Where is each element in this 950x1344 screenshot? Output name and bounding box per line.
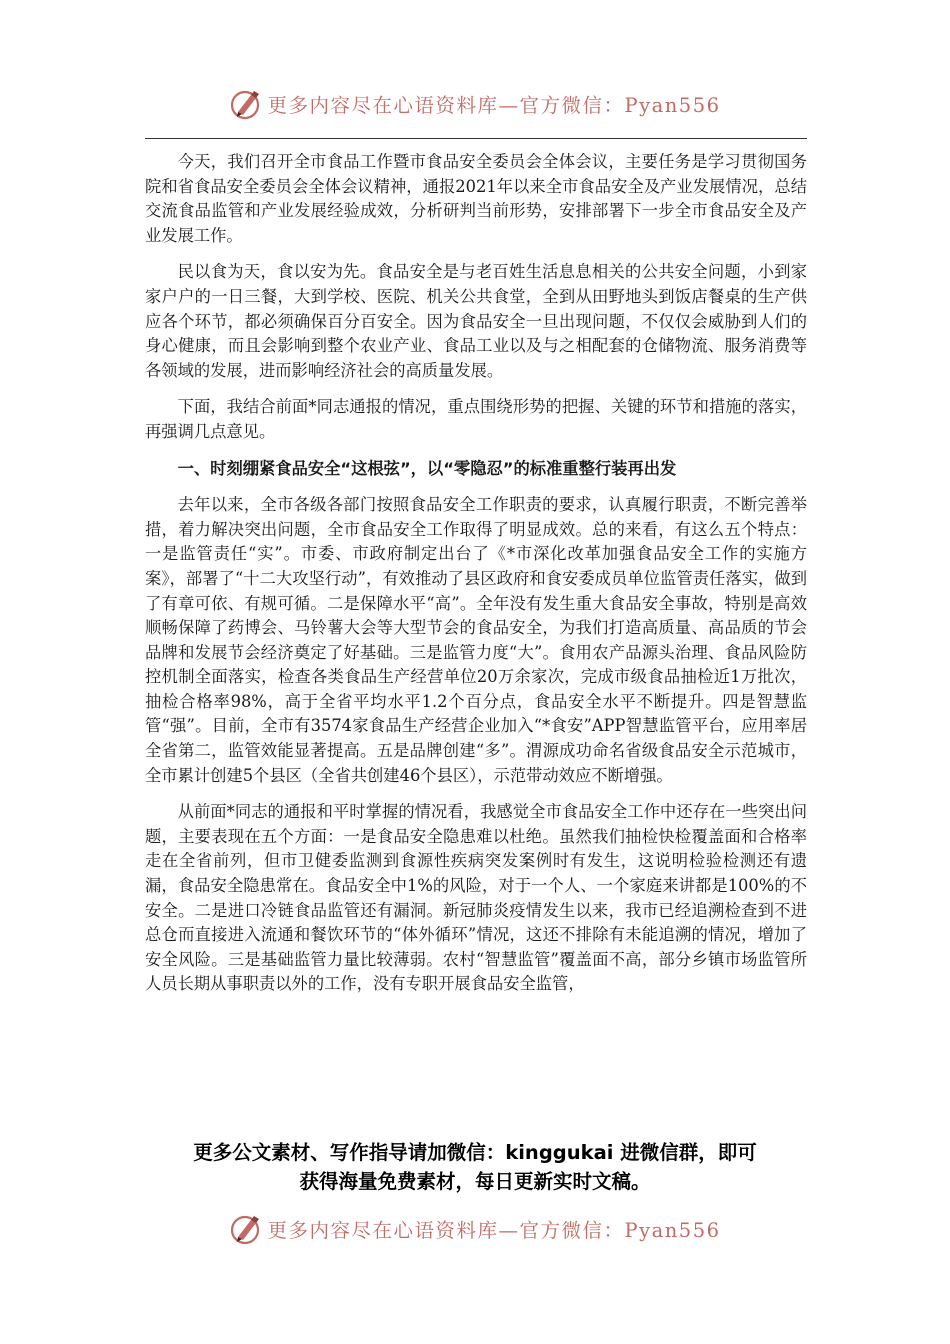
- footer-brand: [0, 1207, 950, 1251]
- pen-circle-icon: [229, 87, 263, 121]
- paragraph-transition: 下面，我结合前面*同志通报的情况，重点围绕形势的把握、关键的环节和措施的落实，再强调几点意见。: [145, 397, 807, 441]
- section-heading: 一、时刻绷紧食品安全“这根弦”，以“零隐忍”的标准重整行装再出发: [177, 458, 677, 478]
- header-divider: [145, 138, 807, 139]
- paragraph-food-safety: 民以食为天，食以安为先。食品安全是与老百姓生活息息相关的公共安全问题，小到家家户户的一日三餐，大到学校、医院、机关公共食堂，全到从田野地头到饭店餐桌的生产供应各个环节，都必须确保百分百安全。因为食品安全一旦出现问题，不仅仅会威胁到人们的身心健康，而且会影响到整个农业产业、食品工业以及与之相配套的仓储物流、服务消费等各领域的发展，进而影响经济社会的高质量发展。: [145, 262, 807, 380]
- header-brand-text: 更多内容尽在心语资料库—官方微信：Pyan556: [267, 94, 721, 117]
- promo-line-1: 更多公文素材、写作指导请加微信：kinggukai 进微信群，即可: [193, 1141, 757, 1164]
- document-body: [145, 150, 807, 1009]
- pen-circle-icon: [229, 1212, 263, 1246]
- paragraph-problems: 从前面*同志的通报和平时掌握的情况看，我感觉全市食品安全工作中还存在一些突出问题，主要表现在五个方面：一是食品安全隐患难以杜绝。虽然我们抽检快检覆盖面和合格率走在全省前列，但市卫健委监测到食源性疾病突发案例时有发生，这说明检验检测还有遗漏，食品安全隐患常在。食品安全中1%的风险，对于一个人、一个家庭来讲都是100%的不安全。二是进口冷链食品监管还有漏洞。新冠肺炎疫情发生以来，我市已经追溯检查到不进总仓而直接进入流通和餐饮环节的“体外循环”情况，这还不排除有未能追溯的情况，增加了安全风险。三是基础监管力量比较薄弱。农村“智慧监管”覆盖面不高，部分乡镇市场监管所人员长期从事职责以外的工作，没有专职开展食品安全监管，: [145, 802, 807, 994]
- paragraph-achievements: 去年以来，全市各级各部门按照食品安全工作职责的要求，认真履行职责，不断完善举措，着力解决突出问题，全市食品安全工作取得了明显成效。总的来看，有这么五个特点：一是监管责任“实”。市委、市政府制定出台了《*市深化改革加强食品安全工作的实施方案》，部署了“十二大攻坚行动”，有效推动了县区政府和食安委成员单位监管责任落实，做到了有章可依、有规可循。二是保障水平“高”。全年没有发生重大食品安全事故，特别是高效顺畅保障了药博会、马铃薯大会等大型节会的食品安全，为我们打造高质量、高品质的节会品牌和发展节会经济奠定了好基础。三是监管力度“大”。食用农产品源头治理、食品风险防控机制全面落实，检查各类食品生产经营单位20万余家次，完成市级食品抽检近1万批次，抽检合格率98%，高于全省平均水平1.2个百分点，食品安全水平不断提升。四是智慧监管“强”。目前，全市有3574家食品生产经营企业加入“*食安”APP智慧监管平台，应用率居全省第二，监管效能显著提高。五是品牌创建“多”。渭源成功命名省级食品安全示范城市，全市累计创建5个县区（全省共创建46个县区），示范带动效应不断增强。: [145, 495, 807, 785]
- footer-brand-text: 更多内容尽在心语资料库—官方微信：Pyan556: [267, 1219, 721, 1242]
- promo-line-2: 获得海量免费素材，每日更新实时文稿。: [299, 1170, 651, 1193]
- promo-banner: [120, 1138, 830, 1196]
- paragraph-intro: 今天，我们召开全市食品工作暨市食品安全委员会全体会议，主要任务是学习贯彻国务院和省食品安全委员会全体会议精神，通报2021年以来全市食品安全及产业发展情况，总结交流食品监管和产业发展经验成效，分析研判当前形势，安排部署下一步全市食品安全及产业发展工作。: [145, 152, 807, 245]
- header-brand: [0, 82, 950, 126]
